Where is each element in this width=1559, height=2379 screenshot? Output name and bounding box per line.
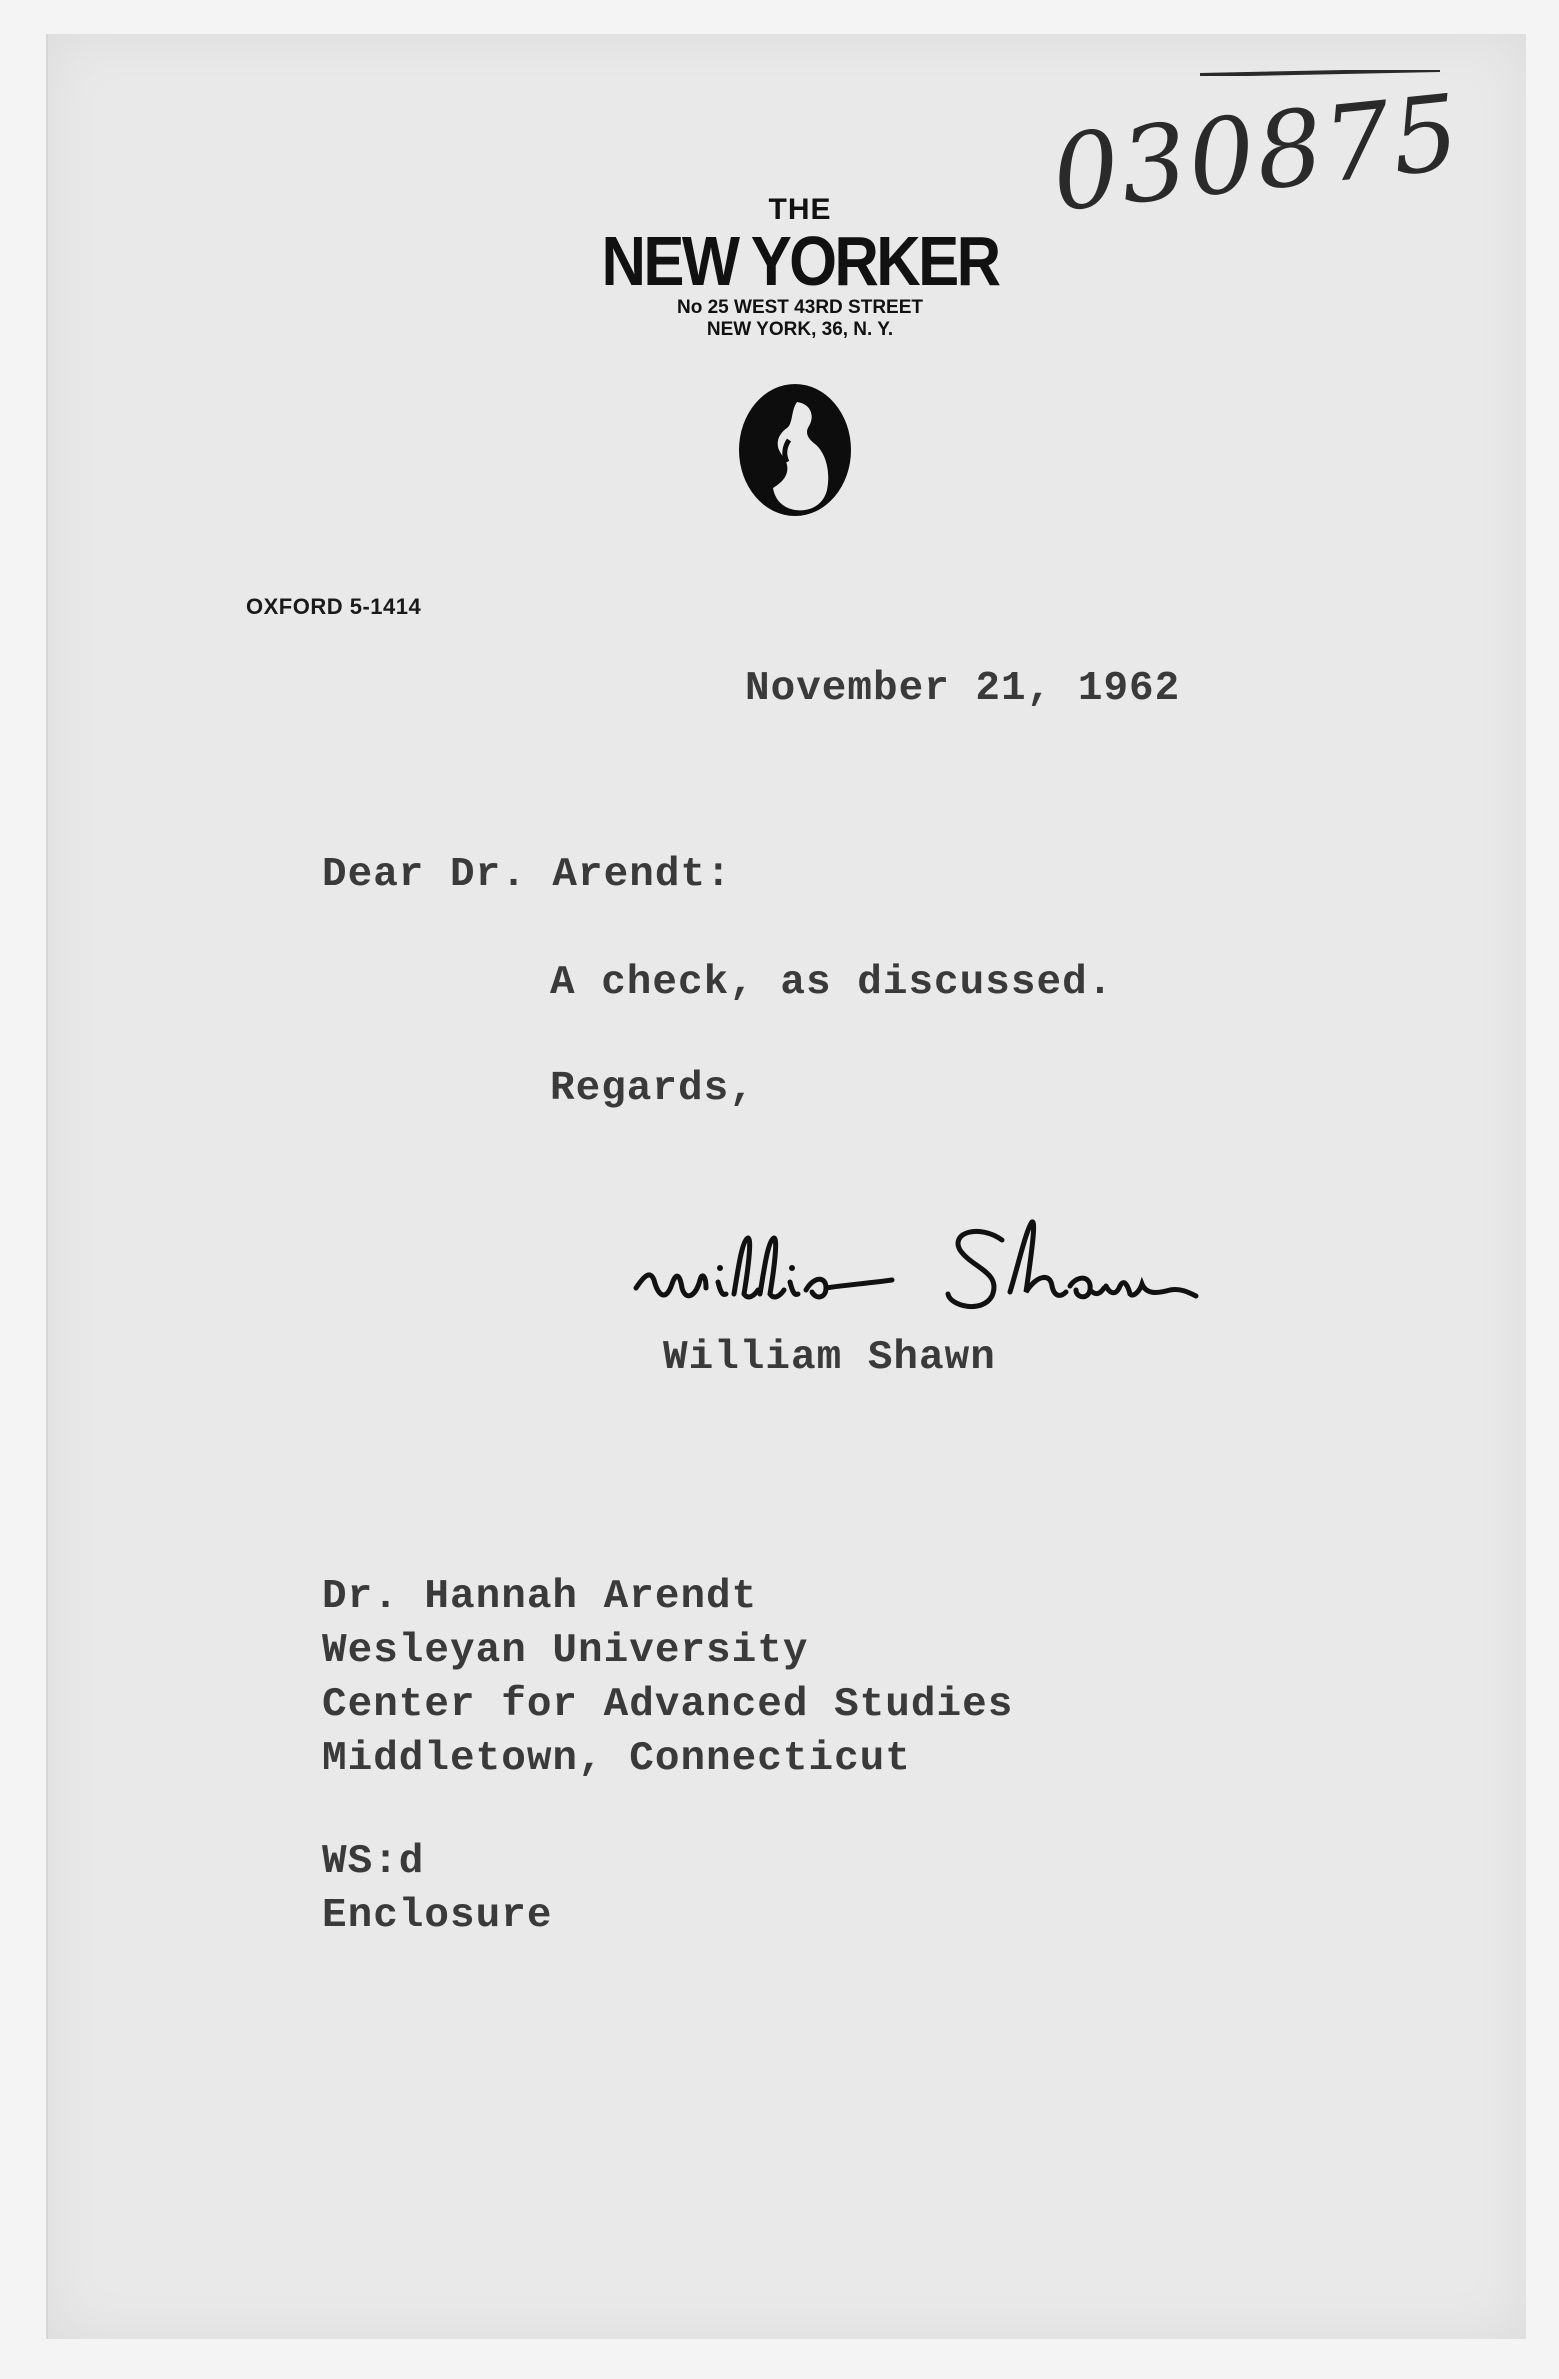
reference-block [322, 1835, 552, 1943]
phone-number: OXFORD 5-1414 [246, 594, 422, 619]
recipient-line: Center for Advanced Studies [322, 1682, 1014, 1728]
letterhead-address-2: NEW YORK, 36, N. Y. [706, 319, 894, 340]
letterhead-name: NEW YORKER [601, 222, 999, 300]
signer-name: William Shawn [663, 1335, 996, 1381]
enclosure-note: Enclosure [322, 1893, 553, 1939]
salutation: Dear Dr. Arendt: [322, 852, 732, 898]
recipient-line: Wesleyan University [322, 1628, 809, 1674]
archive-number-stroke [1200, 70, 1440, 76]
handwritten-signature [630, 1210, 1200, 1330]
letter-body: A check, as discussed. [550, 960, 1114, 1006]
recipient-line: Dr. Hannah Arendt [322, 1574, 758, 1620]
letterhead-the: THE [768, 193, 832, 226]
eustace-tilley-emblem-icon [735, 380, 855, 520]
recipient-line: Middletown, Connecticut [322, 1736, 911, 1782]
archive-number-handwritten: 030875 [1046, 70, 1467, 236]
letterhead [560, 195, 1040, 341]
closing: Regards, [550, 1066, 755, 1112]
typist-initials: WS:d [322, 1839, 425, 1885]
letter-date: November 21, 1962 [745, 666, 1181, 712]
letterhead-address-1: No 25 WEST 43RD STREET [677, 297, 923, 318]
recipient-address [322, 1570, 1013, 1786]
